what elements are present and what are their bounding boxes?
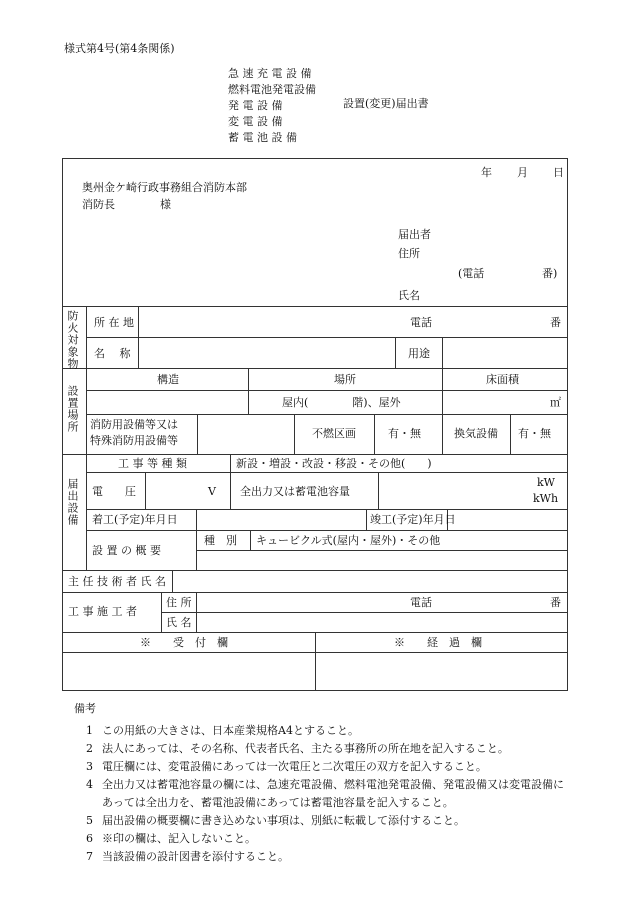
indoor-outdoor-text: 屋内( 階)、屋外 [282,396,401,409]
nonflammable-compartment-label: 不燃区画 [312,427,356,440]
install-location-section-label: 設置場所 [66,385,79,433]
reception-column-label: ※ 受 付 欄 [140,636,228,649]
kind-label: 種 別 [204,534,237,547]
location-label: 所 在 地 [94,316,134,329]
use-label: 用途 [408,347,430,360]
date-day: 日 [553,166,564,179]
date-month: 月 [517,166,528,179]
notes-heading: 備考 [74,702,96,715]
area-unit: ㎡ [550,396,561,409]
title-line-1: 急 速 充 電 設 備 [228,67,312,80]
progress-column-label: ※ 経 過 欄 [394,636,482,649]
title-line-2: 燃料電池発電設備 [228,83,316,96]
equipment-label-line-2: 特殊消防用設備等 [90,434,178,447]
title-line-3: 発 電 設 備 [228,99,283,112]
contractor-name-label: 氏 名 [166,616,192,629]
install-outline-label: 設 置 の 概 要 [92,544,161,557]
contractor-phone-suffix: 番 [550,596,561,609]
note-item: 1 この用紙の大きさは、日本産業規格A4とすること。 [86,724,359,737]
note-item: 4 全出力又は蓄電池容量の欄には、急速充電設備、燃料電池発電設備、発電設備又は変電設備にあっては全出力を、蓄電池設備にあっては蓄電池容量を記入すること。 [86,778,564,809]
addressee-honorific: 様 [160,198,171,211]
unit-kwh: kWh [533,492,559,505]
structure-label: 構造 [157,373,179,386]
note-item: 3 電圧欄には、変電設備にあっては一次電圧と二次電圧の双方を記入すること。 [86,760,487,773]
work-type-label: 工 事 等 種 類 [118,457,187,470]
addressee-title: 消防長 [82,198,115,211]
note-item: 7 当該設備の設計図書を添付すること。 [86,850,289,863]
form-number: 様式第4号(第4条関係) [64,42,175,55]
note-item: 5 届出設備の概要欄に書き込めない事項は、別紙に転載して添付すること。 [86,814,465,827]
output-capacity-label: 全出力又は蓄電池容量 [240,485,350,498]
contractor-address-label: 住 所 [166,596,192,609]
ventilation-yes-no: 有・無 [518,427,551,440]
equipment-section-label: 届出設備 [66,478,79,526]
title-line-5: 蓄 電 池 設 備 [228,131,297,144]
contractor-phone-label: 電話 [410,596,432,609]
contractor-label: 工 事 施 工 者 [68,605,137,618]
phone-open-label: (電話 [458,267,485,280]
start-date-label: 着工(予定)年月日 [92,513,178,526]
completion-date-label: 竣工(予定)年月日 [370,513,456,526]
voltage-label: 電 圧 [92,485,136,498]
name-label: 氏名 [398,289,420,302]
chief-engineer-label: 主 任 技 術 者 氏 名 [68,575,166,588]
title-line-4: 変 電 設 備 [228,115,283,128]
location-phone-suffix: 番 [550,316,561,329]
date-year: 年 [481,166,492,179]
ventilation-label: 換気設備 [454,427,498,440]
phone-close-label: 番) [542,267,558,280]
notes-section [74,700,574,866]
addressee-organization: 奥州金ケ崎行政事務組合消防本部 [82,181,247,194]
unit-kw: kW [537,476,555,489]
nonflammable-yes-no: 有・無 [388,427,421,440]
kind-options: キュービクル式(屋内・屋外)・その他 [256,534,441,547]
note-item: 6 ※印の欄は、記入しないこと。 [86,832,256,845]
floor-area-label: 床面積 [486,373,519,386]
place-label: 場所 [334,373,356,386]
equipment-label-line-1: 消防用設備等又は [90,418,178,431]
address-label: 住所 [398,247,420,260]
title-suffix: 設置(変更)届出書 [343,97,429,110]
voltage-unit: V [208,485,216,498]
target-name-label: 名 称 [94,347,131,360]
notifier-label: 届出者 [398,228,431,241]
note-item: 2 法人にあっては、その名称、代表者氏名、主たる事務所の所在地を記入すること。 [86,742,509,755]
fire-target-section-label: 防火対象物 [66,310,79,370]
work-type-options: 新設・増設・改設・移設・その他( ) [236,457,432,470]
location-phone-label: 電話 [410,316,432,329]
